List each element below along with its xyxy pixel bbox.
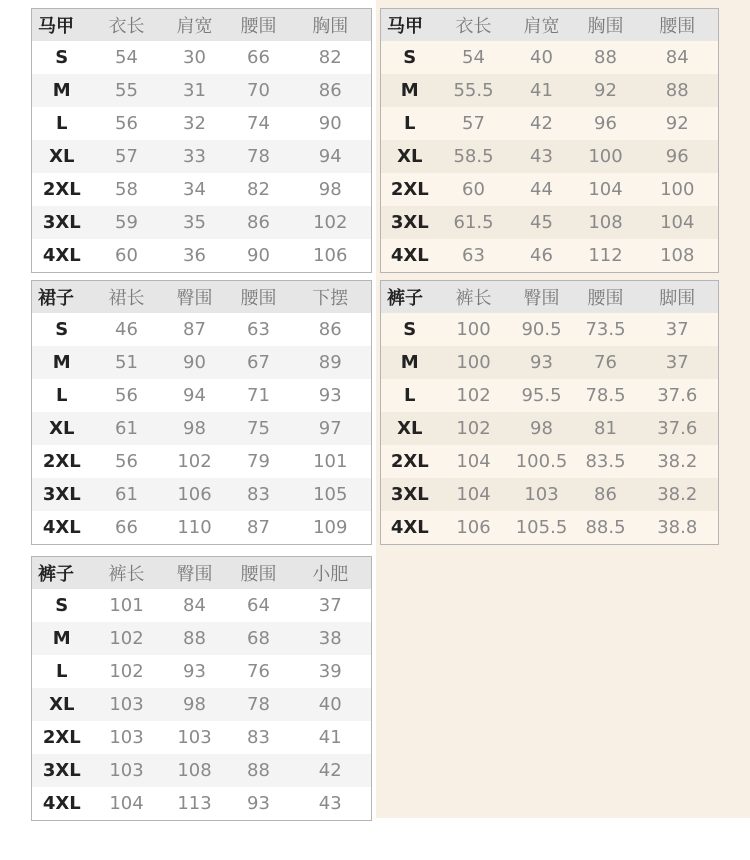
measurement-cell: 81 [575, 412, 637, 445]
column-header: 臀围 [509, 281, 575, 314]
column-header: 裤长 [439, 281, 509, 314]
measurement-cell: 67 [228, 346, 290, 379]
size-label: 4XL [42, 517, 81, 538]
measurement-cell: 100.5 [515, 451, 568, 472]
measurement-cell: 98 [162, 688, 228, 721]
column-header: 裙长 [92, 281, 162, 314]
table-row [32, 379, 372, 412]
measurement-cell: 37.6 [657, 385, 698, 406]
measurement-cell: 68 [228, 622, 290, 655]
table-row [32, 41, 372, 74]
measurement-cell: 102 [456, 385, 491, 406]
measurement-cell: 63 [247, 319, 270, 340]
measurement-cell: 46 [115, 319, 138, 340]
measurement-cell: 66 [247, 47, 270, 68]
measurement-cell: 93 [183, 661, 206, 682]
measurement-cell: 56 [115, 385, 138, 406]
measurement-cell: 108 [575, 206, 637, 239]
table-row [32, 412, 372, 445]
measurement-cell: 78 [228, 688, 290, 721]
table-row [32, 688, 372, 721]
measurement-cell: 36 [183, 245, 206, 266]
size-label: 4XL [42, 245, 81, 266]
table-row [32, 206, 372, 239]
table-row [381, 445, 719, 478]
measurement-cell: 61 [92, 478, 162, 511]
column-header: 下摆 [290, 281, 372, 314]
measurement-cell: 83 [247, 727, 270, 748]
measurement-cell: 90 [247, 245, 270, 266]
size-label: M [32, 74, 92, 107]
measurement-cell: 88.5 [585, 517, 626, 538]
size-table-vest-2 [380, 8, 719, 273]
column-header: 腰围 [228, 9, 290, 42]
size-label: M [381, 74, 439, 107]
measurement-cell: 90 [318, 113, 342, 134]
table-header-row [381, 9, 719, 42]
table-row [381, 313, 719, 346]
measurement-cell: 100 [575, 140, 637, 173]
measurement-cell: 86 [228, 206, 290, 239]
measurement-cell: 37.6 [637, 412, 719, 445]
measurement-cell: 106 [313, 245, 348, 266]
table-row [381, 206, 719, 239]
table-row [381, 239, 719, 273]
measurement-cell: 56 [115, 451, 138, 472]
column-header: 小肥 [290, 557, 372, 590]
table-row [32, 622, 372, 655]
measurement-cell: 60 [115, 245, 138, 266]
measurement-cell: 37 [665, 319, 689, 340]
table-header-row [32, 557, 372, 590]
size-label: 3XL [381, 478, 439, 511]
measurement-cell: 86 [290, 74, 372, 107]
measurement-cell: 86 [575, 478, 637, 511]
measurement-cell: 59 [92, 206, 162, 239]
measurement-cell: 83.5 [585, 451, 626, 472]
table-row [32, 787, 372, 821]
size-label: 2XL [42, 727, 81, 748]
measurement-cell: 38.8 [657, 517, 698, 538]
measurement-cell: 57 [462, 113, 485, 134]
table-row [32, 346, 372, 379]
measurement-cell: 40 [530, 47, 553, 68]
measurement-cell: 112 [588, 245, 623, 266]
size-label: L [404, 113, 416, 134]
size-label: XL [381, 412, 439, 445]
table-row [381, 478, 719, 511]
measurement-cell: 96 [594, 113, 617, 134]
size-label: M [381, 346, 439, 379]
measurement-cell: 35 [162, 206, 228, 239]
measurement-cell: 76 [575, 346, 637, 379]
measurement-cell: 74 [247, 113, 270, 134]
measurement-cell: 42 [290, 754, 372, 787]
size-label: 3XL [32, 478, 92, 511]
column-header: 衣长 [439, 9, 509, 42]
size-table-skirt [31, 280, 372, 545]
measurement-cell: 61.5 [439, 206, 509, 239]
measurement-cell: 58.5 [439, 140, 509, 173]
measurement-cell: 88 [594, 47, 617, 68]
table-row [381, 511, 719, 545]
measurement-cell: 31 [162, 74, 228, 107]
table-header-row [381, 281, 719, 314]
size-label: S [55, 47, 69, 68]
measurement-cell: 104 [588, 179, 623, 200]
measurement-cell: 102 [439, 412, 509, 445]
column-header: 腰围 [637, 9, 719, 42]
measurement-cell: 102 [109, 661, 144, 682]
column-header: 脚围 [637, 281, 719, 314]
measurement-cell: 61 [92, 412, 162, 445]
size-label: S [55, 595, 69, 616]
table-row [32, 173, 372, 206]
measurement-cell: 105.5 [515, 517, 568, 538]
measurement-cell: 84 [665, 47, 689, 68]
measurement-cell: 37 [318, 595, 342, 616]
measurement-cell: 106 [456, 517, 491, 538]
measurement-cell: 51 [92, 346, 162, 379]
size-label: 4XL [390, 245, 429, 266]
measurement-cell: 38.2 [657, 451, 698, 472]
table-row [381, 41, 719, 74]
column-header: 腰围 [228, 557, 290, 590]
measurement-cell: 43 [318, 793, 342, 814]
measurement-cell: 34 [183, 179, 206, 200]
size-label: L [56, 113, 68, 134]
table-category-header: 马甲 [32, 9, 92, 42]
table-category-header: 裤子 [32, 557, 92, 590]
measurement-cell: 41 [509, 74, 575, 107]
measurement-cell: 113 [177, 793, 212, 814]
measurement-cell: 103 [92, 688, 162, 721]
measurement-cell: 55.5 [439, 74, 509, 107]
size-label: S [403, 319, 417, 340]
size-label: XL [32, 688, 92, 721]
size-label: S [55, 319, 69, 340]
measurement-cell: 38 [290, 622, 372, 655]
table-row [381, 173, 719, 206]
column-header: 肩宽 [509, 9, 575, 42]
table-row [32, 445, 372, 478]
table-row [32, 754, 372, 787]
table-category-header: 裙子 [32, 281, 92, 314]
size-label: 2XL [42, 451, 81, 472]
measurement-cell: 44 [530, 179, 553, 200]
measurement-cell: 83 [228, 478, 290, 511]
table-row [32, 655, 372, 688]
table-row [381, 412, 719, 445]
table-row [32, 589, 372, 622]
measurement-cell: 104 [439, 478, 509, 511]
measurement-cell: 43 [509, 140, 575, 173]
measurement-cell: 60 [462, 179, 485, 200]
table-category-header: 马甲 [381, 9, 439, 42]
measurement-cell: 42 [530, 113, 553, 134]
table-row [381, 140, 719, 173]
table-row [32, 478, 372, 511]
measurement-cell: 70 [228, 74, 290, 107]
measurement-cell: 64 [247, 595, 270, 616]
table-header-row [32, 9, 372, 42]
size-table-pants-2 [31, 556, 372, 821]
measurement-cell: 89 [290, 346, 372, 379]
measurement-cell: 104 [456, 451, 491, 472]
measurement-cell: 101 [109, 595, 144, 616]
measurement-cell: 100 [439, 346, 509, 379]
measurement-cell: 76 [247, 661, 270, 682]
measurement-cell: 54 [462, 47, 485, 68]
table-row [32, 74, 372, 107]
size-label: 4XL [390, 517, 429, 538]
measurement-cell: 98 [509, 412, 575, 445]
table-row [32, 511, 372, 545]
measurement-cell: 37 [637, 346, 719, 379]
measurement-cell: 90 [162, 346, 228, 379]
measurement-cell: 102 [290, 206, 372, 239]
measurement-cell: 88 [162, 622, 228, 655]
table-row [32, 239, 372, 273]
measurement-cell: 96 [637, 140, 719, 173]
table-row [381, 346, 719, 379]
measurement-cell: 88 [637, 74, 719, 107]
size-label: M [32, 622, 92, 655]
column-header: 腰围 [575, 281, 637, 314]
table-row [381, 74, 719, 107]
measurement-cell: 88 [228, 754, 290, 787]
measurement-cell: 110 [177, 517, 212, 538]
measurement-cell: 108 [660, 245, 695, 266]
measurement-cell: 87 [247, 517, 270, 538]
column-header: 腰围 [228, 281, 290, 314]
measurement-cell: 97 [290, 412, 372, 445]
column-header: 胸围 [290, 9, 372, 42]
table-row [381, 107, 719, 140]
measurement-cell: 54 [115, 47, 138, 68]
measurement-cell: 71 [247, 385, 270, 406]
measurement-cell: 103 [109, 727, 144, 748]
measurement-cell: 58 [115, 179, 138, 200]
measurement-cell: 102 [177, 451, 212, 472]
table-header-row [32, 281, 372, 314]
size-label: L [56, 385, 68, 406]
size-label: 3XL [32, 206, 92, 239]
size-label: 2XL [390, 179, 429, 200]
table-category-header: 裤子 [381, 281, 439, 314]
measurement-cell: 108 [162, 754, 228, 787]
measurement-cell: 100 [660, 179, 695, 200]
measurement-cell: 93 [318, 385, 342, 406]
measurement-cell: 32 [183, 113, 206, 134]
measurement-cell: 39 [318, 661, 342, 682]
measurement-cell: 94 [183, 385, 206, 406]
measurement-cell: 105 [290, 478, 372, 511]
measurement-cell: 78.5 [585, 385, 626, 406]
size-label: 2XL [42, 179, 81, 200]
measurement-cell: 98 [318, 179, 342, 200]
measurement-cell: 66 [115, 517, 138, 538]
size-label: L [404, 385, 416, 406]
measurement-cell: 104 [637, 206, 719, 239]
measurement-cell: 109 [313, 517, 348, 538]
table-row [32, 140, 372, 173]
measurement-cell: 78 [228, 140, 290, 173]
column-header: 衣长 [92, 9, 162, 42]
column-header: 臀围 [162, 557, 228, 590]
measurement-cell: 106 [162, 478, 228, 511]
measurement-cell: 63 [462, 245, 485, 266]
measurement-cell: 33 [162, 140, 228, 173]
measurement-cell: 101 [313, 451, 348, 472]
table-row [32, 107, 372, 140]
measurement-cell: 55 [92, 74, 162, 107]
measurement-cell: 73.5 [585, 319, 626, 340]
measurement-cell: 92 [665, 113, 689, 134]
measurement-cell: 45 [509, 206, 575, 239]
size-label: XL [32, 140, 92, 173]
size-label: L [56, 661, 68, 682]
measurement-cell: 82 [247, 179, 270, 200]
size-label: XL [32, 412, 92, 445]
table-row [32, 721, 372, 754]
table-row [32, 313, 372, 346]
size-label: XL [381, 140, 439, 173]
measurement-cell: 102 [92, 622, 162, 655]
measurement-cell: 93 [509, 346, 575, 379]
size-label: 2XL [390, 451, 429, 472]
column-header: 裤长 [92, 557, 162, 590]
size-table-vest-1 [31, 8, 372, 273]
measurement-cell: 56 [115, 113, 138, 134]
measurement-cell: 103 [92, 754, 162, 787]
measurement-cell: 103 [177, 727, 212, 748]
measurement-cell: 86 [318, 319, 342, 340]
column-header: 臀围 [162, 281, 228, 314]
measurement-cell: 57 [92, 140, 162, 173]
measurement-cell: 84 [183, 595, 206, 616]
measurement-cell: 30 [183, 47, 206, 68]
size-label: S [403, 47, 417, 68]
measurement-cell: 94 [290, 140, 372, 173]
column-header: 胸围 [575, 9, 637, 42]
measurement-cell: 95.5 [521, 385, 562, 406]
size-label: 3XL [381, 206, 439, 239]
column-header: 肩宽 [162, 9, 228, 42]
measurement-cell: 103 [509, 478, 575, 511]
measurement-cell: 75 [228, 412, 290, 445]
size-label: 3XL [32, 754, 92, 787]
measurement-cell: 93 [247, 793, 270, 814]
size-label: 4XL [42, 793, 81, 814]
table-row [381, 379, 719, 412]
measurement-cell: 104 [109, 793, 144, 814]
measurement-cell: 98 [162, 412, 228, 445]
measurement-cell: 41 [318, 727, 342, 748]
measurement-cell: 46 [530, 245, 553, 266]
measurement-cell: 40 [290, 688, 372, 721]
measurement-cell: 79 [247, 451, 270, 472]
size-table-pants-1 [380, 280, 719, 545]
measurement-cell: 38.2 [637, 478, 719, 511]
measurement-cell: 100 [456, 319, 491, 340]
measurement-cell: 82 [318, 47, 342, 68]
measurement-cell: 87 [183, 319, 206, 340]
size-label: M [32, 346, 92, 379]
measurement-cell: 92 [575, 74, 637, 107]
measurement-cell: 90.5 [521, 319, 562, 340]
